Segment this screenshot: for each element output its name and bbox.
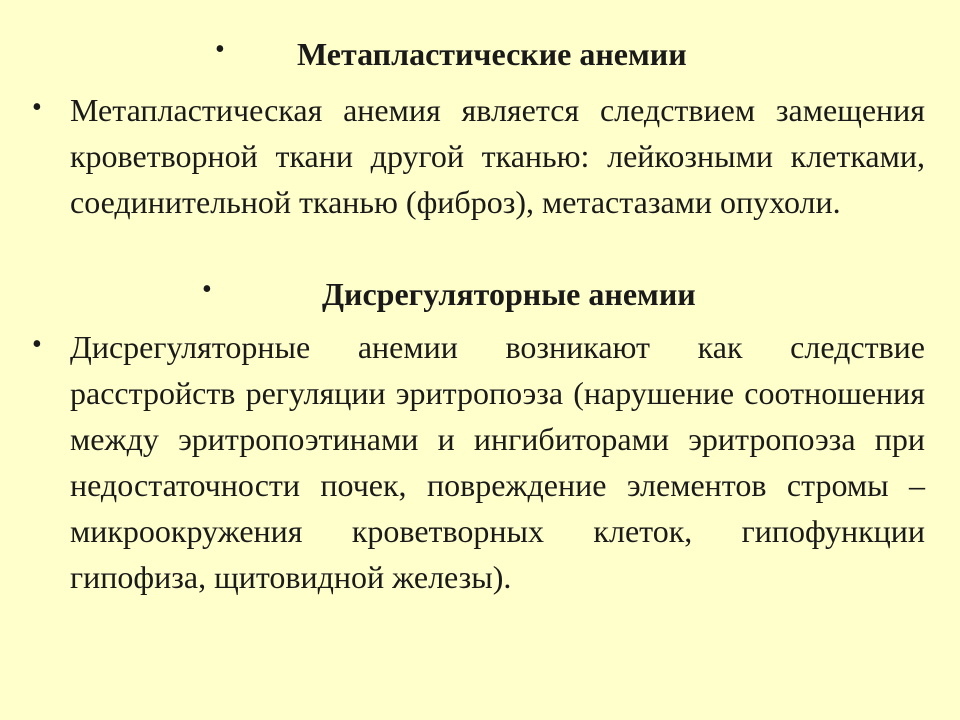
paragraph-dysregulatory <box>32 324 925 600</box>
paragraph-text: Дисрегуляторные анемии возникают как следствие расстройств регуляции эритропоэза (нарушение соотношения между эритропоэтинами и ингибиторами эритропоэза при недостаточности почек, повреждение элементов стромы – микроокружения кроветворных клеток, гипофункции гипофиза, щитовидной железы). <box>70 329 925 595</box>
heading-text: Дисрегуляторные анемии <box>322 276 696 312</box>
section-heading-metaplastic <box>215 34 687 74</box>
bullet-icon: • <box>32 329 42 360</box>
bullet-icon: • <box>32 92 42 123</box>
bullet-icon: • <box>202 274 212 305</box>
section-heading-dysregulatory <box>202 274 696 314</box>
heading-text: Метапластические анемии <box>297 36 687 72</box>
paragraph-text: Метапластическая анемия является следствием замещения кроветворной ткани другой тканью: лейкозными клетками, соединительной тканью (фиброз), метастазами опухоли. <box>70 92 925 220</box>
paragraph-metaplastic <box>32 87 925 225</box>
bullet-icon: • <box>215 34 225 65</box>
